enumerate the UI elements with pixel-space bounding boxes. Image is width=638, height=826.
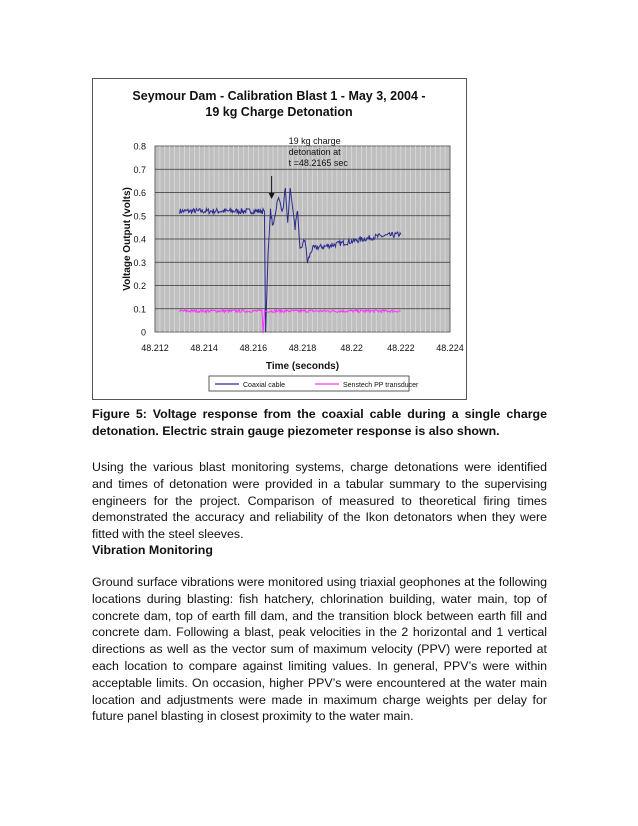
y-axis-label: Voltage Output (volts) <box>122 187 133 291</box>
x-axis-label: Time (seconds) <box>265 361 340 372</box>
legend-label: Coaxial cable <box>243 382 286 389</box>
chart-title-line2: 19 kg Charge Detonation <box>205 105 353 119</box>
y-tick-label: 0.3 <box>133 257 146 268</box>
section-heading: Vibration Monitoring <box>92 543 213 557</box>
x-tick-label: 48.212 <box>141 343 169 353</box>
annotation-text: 19 kg charge <box>288 136 341 146</box>
x-tick-label: 48.216 <box>239 343 268 353</box>
x-tick-label: 48.218 <box>288 343 317 353</box>
voltage-chart <box>93 79 466 399</box>
x-tick-label: 48.22 <box>340 343 363 353</box>
x-tick-label: 48.222 <box>387 343 415 353</box>
y-tick-label: 0.2 <box>133 281 146 291</box>
y-tick-label: 0.5 <box>133 211 146 222</box>
paragraph-detonation-times: Using the various blast monitoring systems, charge detonations were identified and times of detonation were provided in a tabular summary to the supervising engineers for the project. Comparison of measured to theoretical firing times demonstrated the accuracy and reliability of the Ikon detonators when they were fitted with the steel sleeves. <box>92 460 547 542</box>
y-tick-label: 0 <box>140 327 146 338</box>
annotation-text: t =48.2165 sec <box>288 158 348 168</box>
paragraph-vibration-monitoring: Ground surface vibrations were monitored using triaxial geophones at the following locations during blasting: fish hatchery, chlorination building, water main, top of concrete dam, top of earth fill dam, and the transition block between earth fill and concrete dam. Following a blast, peak velocities in the 2 horizontal and 1 vertical directions as well as the vector sum of maximum velocity (PPV) were reported at each location to compare against limiting values. In general, PPV’s were within acceptable limits. On occasion, higher PPV’s were encountered at the water main location and adjustments were made in maximum charge weights per delay for future panel blasting in closest proximity to the water main. <box>92 575 547 724</box>
y-tick-label: 0.8 <box>133 141 146 152</box>
legend-label: Senstech PP transducer <box>343 382 419 389</box>
x-tick-label: 48.224 <box>436 343 464 353</box>
figure-caption: Figure 5: Voltage response from the coaxial cable during a single charge detonation. Electric strain gauge piezometer response is also shown. <box>92 407 547 438</box>
annotation-text: detonation at <box>288 147 341 157</box>
y-tick-label: 0.6 <box>133 188 146 198</box>
x-tick-label: 48.214 <box>190 343 218 353</box>
chart-figure <box>92 78 467 400</box>
y-tick-label: 0.7 <box>133 164 146 175</box>
chart-title: Seymour Dam - Calibration Blast 1 - May 3, 2004 - <box>132 89 426 103</box>
y-tick-label: 0.1 <box>133 304 146 315</box>
y-tick-label: 0.4 <box>133 234 146 245</box>
